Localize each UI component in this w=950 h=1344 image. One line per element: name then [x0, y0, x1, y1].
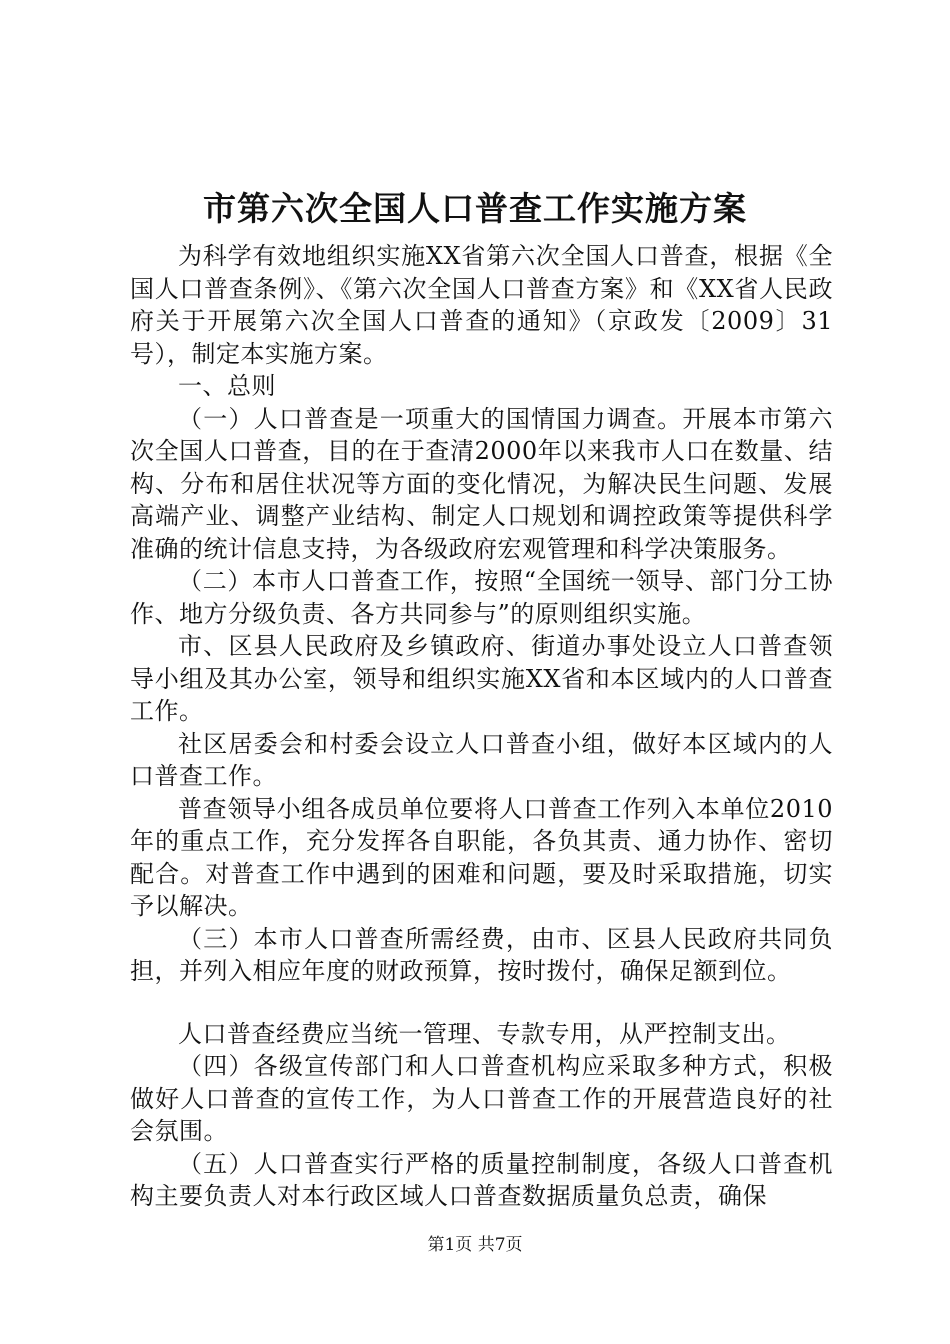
document-body: [130, 240, 833, 1213]
paragraph-item-1: （一）人口普查是一项重大的国情国力调查。开展本市第六次全国人口普查，目的在于查清2000年以来我市人口在数量、结构、分布和居住状况等方面的变化情况，为解决民生问题、发展高端产业、调整产业结构、制定人口规划和调控政策等提供科学准确的统计信息支持，为各级政府宏观管理和科学决策服务。: [130, 404, 833, 563]
section-heading-general: 一、总则: [178, 372, 276, 400]
paragraph-funding: 人口普查经费应当统一管理、专款专用，从严控制支出。: [178, 1019, 791, 1048]
page-number: 第1页 共7页: [427, 1235, 523, 1255]
paragraph-item-3: （三）本市人口普查所需经费，由市、区县人民政府共同负担，并列入相应年度的财政预算，按时拨付，确保足额到位。: [130, 924, 833, 985]
paragraph-item-5: （五）人口普查实行严格的质量控制制度，各级人口普查机构主要负责人对本行政区域人口普查数据质量负总责，确保: [130, 1149, 833, 1210]
document-title: 市第六次全国人口普查工作实施方案: [203, 189, 747, 228]
paragraph-intro: 为科学有效地组织实施XX省第六次全国人口普查，根据《全国人口普查条例》、《第六次全国人口普查方案》和《XX省人民政府关于开展第六次全国人口普查的通知》（京政发〔2009〕31号），制定本实施方案。: [130, 242, 833, 368]
paragraph-item-4: （四）各级宣传部门和人口普查机构应采取多种方式，积极做好人口普查的宣传工作，为人口普查工作的开展营造良好的社会氛围。: [130, 1052, 833, 1145]
paragraph-item-2: （二）本市人口普查工作，按照“全国统一领导、部门分工协作、地方分级负责、各方共同参与”的原则组织实施。: [130, 567, 833, 628]
paragraph-community-group: 社区居委会和村委会设立人口普查小组，做好本区域内的人口普查工作。: [130, 729, 833, 790]
paragraph-member-units: 普查领导小组各成员单位要将人口普查工作列入本单位2010年的重点工作，充分发挥各自职能，各负其责、通力协作、密切配合。对普查工作中遇到的困难和问题，要及时采取措施，切实予以解决。: [130, 794, 833, 920]
paragraph-leading-group: 市、区县人民政府及乡镇政府、街道办事处设立人口普查领导小组及其办公室，领导和组织实施XX省和本区域内的人口普查工作。: [130, 632, 833, 725]
